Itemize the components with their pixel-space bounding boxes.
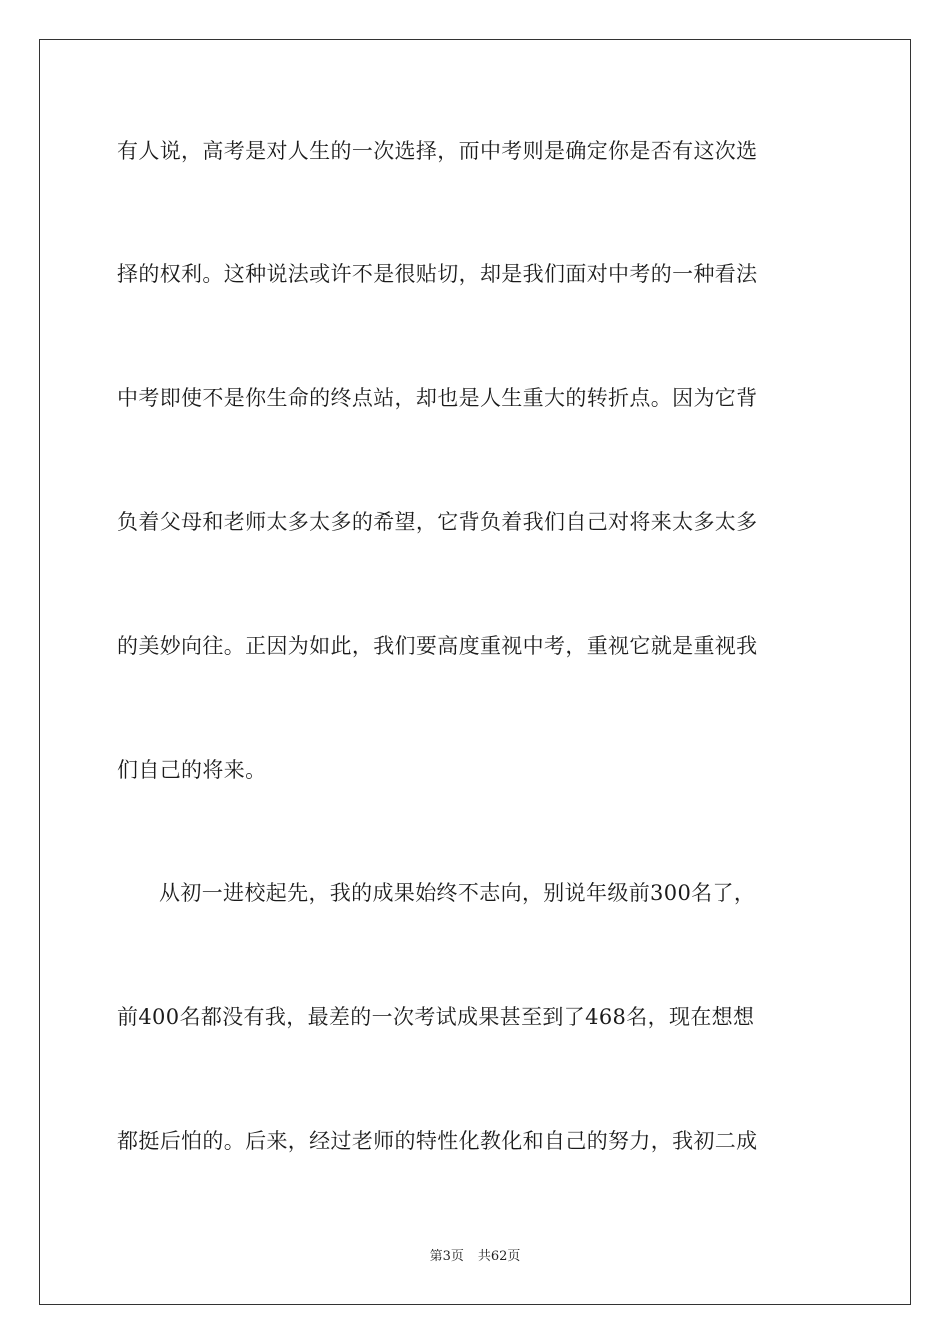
- page-number: 第3页: [429, 1249, 464, 1264]
- paragraph-line: 择的权利。这种说法或许不是很贴切，却是我们面对中考的一种看法: [117, 262, 758, 286]
- paragraph-line: 有人说，高考是对人生的一次选择，而中考则是确定你是否有这次选: [117, 139, 758, 163]
- page-border: [39, 39, 911, 1305]
- paragraph-line: 负着父母和老师太多太多的希望，它背负着我们自己对将来太多太多: [117, 510, 758, 534]
- paragraph-line: 中考即使不是你生命的终点站，却也是人生重大的转折点。因为它背: [117, 386, 758, 410]
- paragraph-line: 的美妙向往。正因为如此，我们要高度重视中考，重视它就是重视我: [117, 634, 758, 658]
- page-footer: [0, 1248, 950, 1266]
- paragraph-line: 都挺后怕的。后来，经过老师的特性化教化和自己的努力，我初二成: [117, 1129, 758, 1153]
- paragraph-line-indented: 从初一进校起先，我的成果始终不志向，别说年级前300名了，: [159, 881, 756, 905]
- paragraph-line: 们自己的将来。: [117, 758, 267, 782]
- paragraph-line: 前400名都没有我，最差的一次考试成果甚至到了468名，现在想想: [117, 1005, 755, 1029]
- page-total: 共62页: [477, 1249, 521, 1264]
